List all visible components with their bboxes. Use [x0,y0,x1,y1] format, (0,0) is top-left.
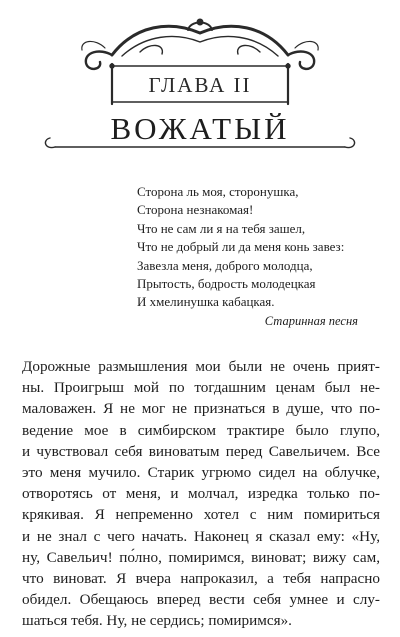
body-line: это меня мучило. Старик угрюмо сидел на облучке, [22,463,380,481]
body-line: шаться тебя. Ну, не сердись; помиримся». [22,612,292,630]
epigraph-line: Прытость, бодрость молодецкая [137,276,316,292]
body-line: ведение мое в симбирском трактире было глупо, [22,421,380,439]
epigraph-line: Что не добрый ли да меня конь завез: [137,239,345,255]
body-line: маловажен. Я не мог не признаться в душе, что по- [22,400,380,418]
epigraph-line: Сторона незнакомая! [137,202,254,218]
body-line: крякивая. Я непременно хотел с ним помириться [22,506,380,524]
body-line: ну, Савельич! по́лно, помиримся, виноват; вижу сам, [22,548,380,566]
body-line: и не знал с чего начать. Наконец я сказал ему: «Ну, [22,527,380,545]
body-line: ны. Проигрыш мой по тогдашним ценам был не- [22,379,380,397]
body-line: отворотясь от меня, и молчал, изредка только по- [22,485,380,503]
epigraph-line: И хмелинушка кабацкая. [137,294,275,310]
chapter-title: ВОЖАТЫЙ [110,111,290,146]
chapter-label: ГЛАВА II [148,73,252,97]
epigraph-line: Сторона ль моя, сторонушка, [137,184,299,199]
body-text [22,356,380,631]
body-line: и чувствовал себя виноватым перед Савельичем. Все [22,442,380,460]
epigraph-line: Что не сам ли я на тебя зашел, [137,220,306,236]
epigraph-source: Старинная песня [264,314,358,328]
epigraph [137,183,377,312]
body-line: обидел. Обещаюсь вперед вести себя умнее и слу- [22,591,380,609]
epigraph-line: Завезла меня, доброго молодца, [137,257,313,273]
body-line: что виноват. Я вчера напроказил, а тебя напрасно [22,569,380,587]
body-line: Дорожные размышления мои были не очень прият- [22,358,380,375]
